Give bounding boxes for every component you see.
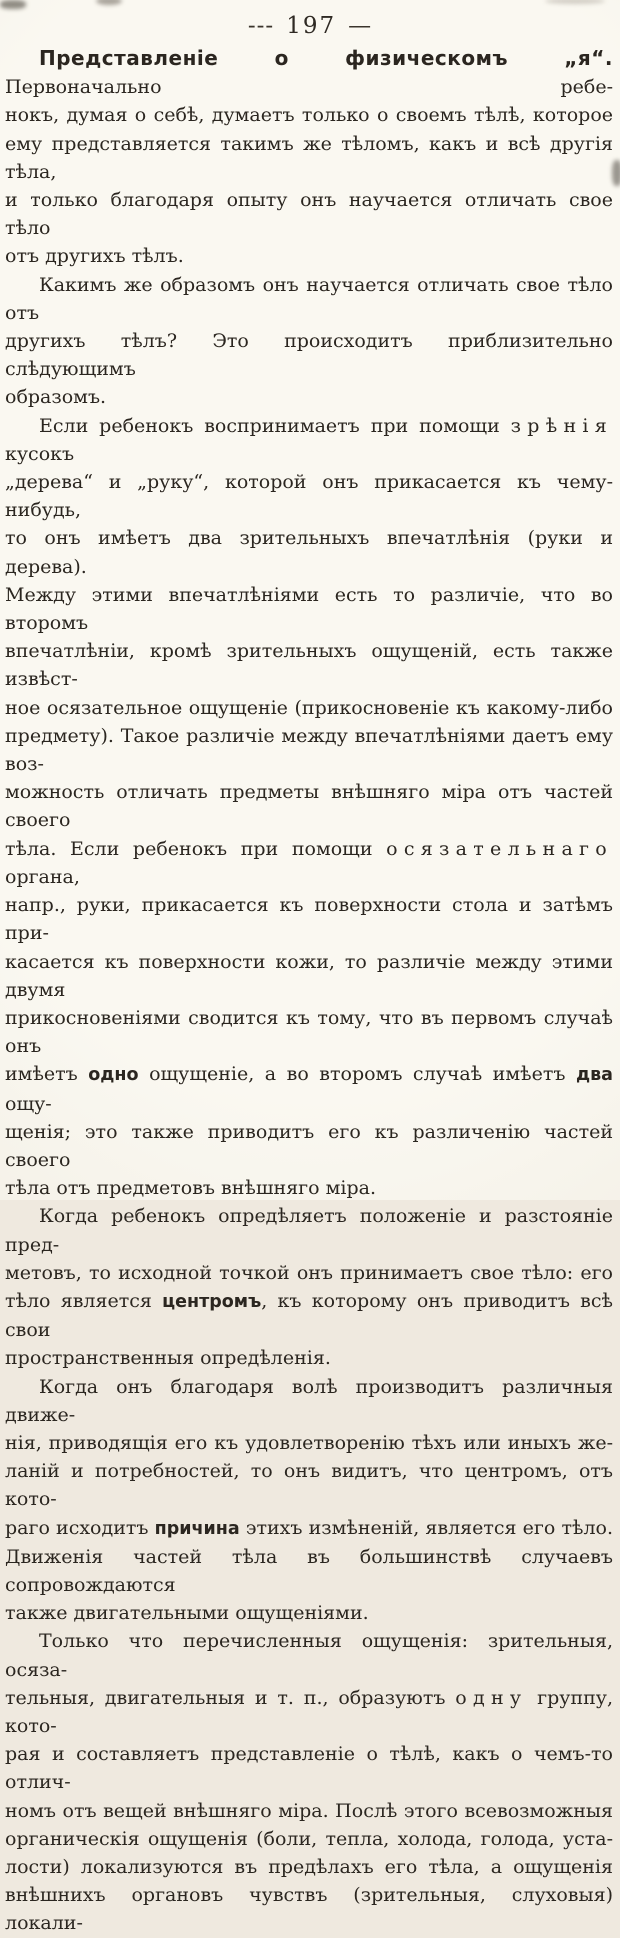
body-text: напр., руки, прикасается къ поверхности стола и затѣмъ при- [5,894,613,945]
text-line [5,327,613,383]
text-line [5,130,613,186]
bold-word: два [575,1065,613,1086]
text-line [5,242,613,270]
body-text: имѣетъ [5,1063,89,1086]
body-text: органа, [5,865,80,888]
body-text: Движенія частей тѣла въ большинствѣ случаевъ сопровождаются [5,1545,613,1596]
spaced-word: зрѣнія [510,414,613,437]
body-text: кусокъ [5,442,75,465]
body-text: рая и составляетъ представленіе о тѣлѣ, какъ о чемъ-то отлич- [5,1743,613,1794]
text-line [5,101,613,129]
body-text: щенія; это также приводитъ его къ различенію частей своего [5,1120,613,1171]
body-text: образомъ. [5,386,107,409]
body-text: нокъ, думая о себѣ, думаетъ только о своемъ тѣлѣ, которое [5,104,613,127]
text-line [5,1259,613,1287]
body-text: и только благодаря опыту онъ научается отличать свое тѣло [5,189,613,240]
body-text: пространственныя опредѣленія. [5,1347,331,1370]
body-text: тельныя, двигательныя и т. п., образуютъ [5,1686,456,1709]
body-text: впечатлѣніи, кромѣ зрительныхъ ощущеній, есть также извѣст- [5,640,613,691]
body-text: , къ которому онъ приводитъ всѣ свои [5,1289,613,1342]
text-line [5,1514,613,1543]
text-line [5,1457,613,1513]
body-text: Какимъ же образомъ онъ научается отличать свое тѣло отъ [5,273,613,324]
body-text: другихъ тѣлъ? Это происходитъ приблизительно слѣдующимъ [5,330,613,381]
text-line [5,1344,613,1372]
text-block [0,38,620,1938]
body-text: Только что перечисленныя ощущенія: зрительныя, осяза- [5,1630,613,1681]
body-text: номъ отъ вещей внѣшняго міра. Послѣ этого всевозможныя [5,1799,613,1822]
body-text: можность отличать предметы внѣшняго міра отъ частей своего [5,781,613,832]
text-line [5,271,613,327]
text-line [5,778,613,834]
body-text: Когда онъ благодаря волѣ производитъ различныя движе- [5,1375,613,1426]
body-text: раго исходитъ [5,1516,155,1539]
text-line [5,835,613,891]
body-text: Когда ребенокъ опредѣляетъ положеніе и разстояніе пред- [5,1205,613,1256]
text-line [5,1825,613,1853]
heading-text: Представленіе о физическомъ „я“. [39,46,613,70]
body-text: касается къ поверхности кожи, то различіе между этими двумя [5,950,613,1001]
body-text: то онъ имѣетъ два зрительныхъ впечатлѣнія (руки и дерева). [5,527,613,578]
text-line [5,1202,613,1258]
bold-word: причина [154,1518,240,1539]
text-line [5,1060,613,1117]
body-text: Если ребенокъ воспринимаетъ при помощи [39,414,511,437]
header-right-dash: — [348,13,373,39]
body-text: органическія ощущенія (боли, тепла, холода, голода, уста- [5,1827,613,1850]
text-line [5,1740,613,1796]
text-line [5,694,613,722]
body-text: тѣло является [5,1289,163,1312]
text-line [5,1853,613,1881]
header-left-dash: --- [247,13,275,39]
body-text: тѣла. Если ребенокъ при помощи [5,837,387,860]
body-text: ощущеніе, а во второмъ случаѣ имѣетъ [138,1063,576,1086]
body-text: ему представляется такимъ же тѣломъ, какъ и всѣ другія тѣла, [5,132,613,183]
spaced-word: осязательнаго [386,837,613,860]
body-text: нія, приводящія его къ удовлетворенію тѣхъ или иныхъ же- [5,1431,613,1454]
body-text: лости) локализуются въ предѣлахъ его тѣла, а ощущенія [5,1856,613,1878]
text-line [5,1004,613,1060]
text-line [5,1627,613,1683]
body-text: прикосновеніями сводится къ тому, что въ первомъ случаѣ онъ [5,1006,613,1058]
body-text: метовъ, то исходной точкой онъ принимаетъ свое тѣло: его [5,1261,613,1284]
spaced-word: одну [455,1686,528,1709]
body-text: этихъ измѣненій, является его тѣло. [239,1516,613,1539]
text-line [5,948,613,1004]
body-text: Первоначально ребе- [5,76,613,99]
text-line [5,412,613,468]
bold-word: одно [88,1065,139,1086]
body-text: Между этими впечатлѣніями есть то различіе, что во второмъ [5,583,613,635]
text-line [5,637,613,693]
page-header [0,0,620,38]
body-text: внѣшнихъ органовъ чувствъ (зрительныя, слуховыя) локали- [5,1884,613,1935]
text-line [5,186,613,242]
body-text: тѣла отъ предметовъ внѣшняго міра. [5,1177,377,1200]
body-text: ланій и потребностей, то онъ видитъ, что центромъ, отъ кото- [5,1460,613,1511]
text-line [5,1684,613,1740]
body-text: „дерева“ и „руку“, которой онъ прикасается къ чему-нибудь, [5,471,613,522]
body-text: ощу- [5,1092,52,1115]
text-line [5,1599,613,1627]
text-line [5,524,613,580]
body-text: предмету). Такое различіе между впечатлѣніями даетъ ему воз- [5,724,613,776]
text-line [5,1287,613,1344]
text-line [5,44,613,101]
body-text: группу, кото- [5,1686,614,1737]
body-text: отъ другихъ тѣлъ. [5,245,184,268]
body-text: также двигательными ощущеніями. [5,1602,369,1625]
text-line [5,1373,613,1429]
text-line [5,1797,613,1825]
text-line [5,722,613,778]
text-line [5,468,613,524]
text-line [5,1429,613,1457]
text-line [5,1174,613,1202]
body-text: ное осязательное ощущеніе (прикосновеніе къ какому-либо [5,696,613,719]
text-line [5,1118,613,1174]
text-line [5,1543,613,1599]
text-line [5,383,613,411]
text-line [5,891,613,947]
text-line [5,581,613,637]
page-number: 197 [286,13,337,39]
bold-word: центромъ [162,1291,262,1312]
text-line [5,1881,613,1937]
